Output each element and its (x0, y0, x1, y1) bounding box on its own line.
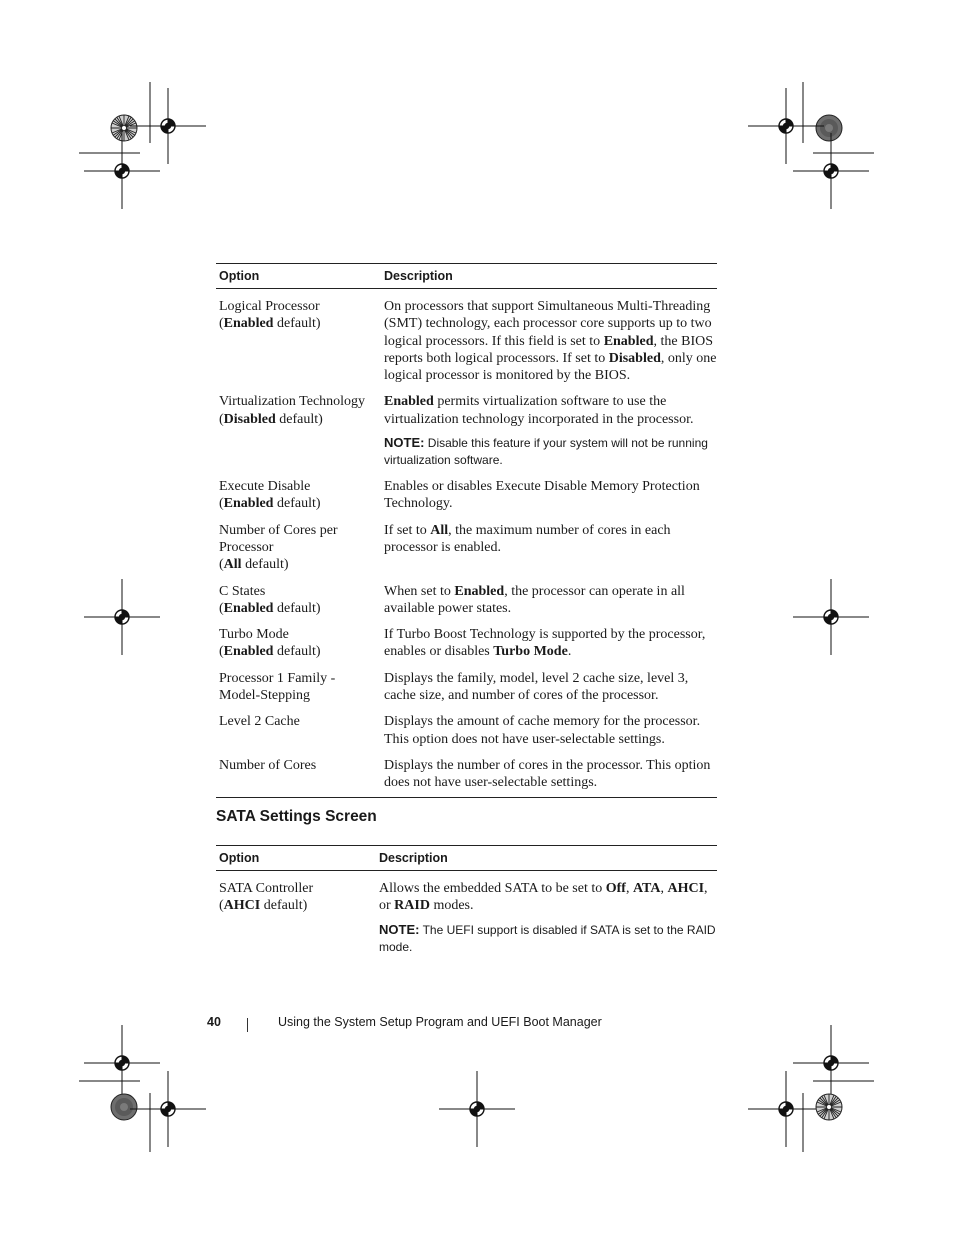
description-level2-cache: Displays the amount of cache memory for the processor. This option does not have user-selectable settings. (384, 714, 701, 747)
option-sata-controller: SATA Controller (AHCI default) (219, 881, 314, 914)
processor-settings-table (216, 263, 717, 798)
description-c-states: When set to Enabled, the processor can operate in all available power states. (384, 583, 685, 616)
table-row (216, 583, 717, 618)
note-sata: NOTE: The UEFI support is disabled if SATA is set to the RAID mode. (379, 921, 716, 954)
option-processor-family: Processor 1 Family - Model-Stepping (219, 670, 336, 704)
option-logical-processor: Logical Processor (Enabled default) (219, 299, 321, 332)
option-number-of-cores: Number of Cores (219, 757, 317, 773)
header-option: Option (219, 851, 260, 865)
sata-settings-table (216, 845, 717, 956)
note-virtualization: NOTE: Disable this feature if your system will not be running virtualization software. (384, 435, 708, 468)
table-row (216, 522, 717, 574)
description-logical-processor: On processors that support Simultaneous Multi-Threading (SMT) technology, each processor core supports up to two logical processors. If this field is set to Enabled, the BIOS reports both logical processors. If set to Disabled, only one logical processor is monitored by the BIOS. (384, 299, 717, 384)
table-bottom-rule (216, 797, 717, 798)
option-execute-disable: Execute Disable (Enabled default) (219, 479, 321, 512)
header-description: Description (384, 269, 453, 283)
description-sata-controller: Allows the embedded SATA to be set to Off, ATA, AHCI, or RAID modes. NOTE: The UEFI support is disabled if SATA is set to the RAID mode. (379, 881, 716, 954)
table-row (216, 298, 717, 384)
table-row (216, 478, 717, 513)
table-header (216, 845, 717, 871)
footer-separator (247, 1018, 248, 1032)
section-title-sata: SATA Settings Screen (216, 808, 377, 825)
page-number: 40 (207, 1015, 221, 1029)
table-row (216, 757, 717, 792)
option-cores-per-processor: Number of Cores per Processor (All default) (219, 522, 338, 573)
table-row (216, 393, 717, 469)
header-description: Description (379, 851, 448, 865)
option-c-states: C States (Enabled default) (219, 583, 321, 616)
footer-chapter-title: Using the System Setup Program and UEFI Boot Manager (278, 1015, 602, 1029)
option-turbo-mode: Turbo Mode (Enabled default) (219, 627, 321, 660)
description-processor-family: Displays the family, model, level 2 cache size, level 3, cache size, and number of cores of the processor. (384, 670, 689, 704)
table-row (216, 626, 717, 661)
description-execute-disable: Enables or disables Execute Disable Memory Protection Technology. (384, 479, 700, 512)
description-number-of-cores: Displays the number of cores in the processor. This option does not have user-selectable settings. (384, 757, 711, 791)
table-row (216, 670, 717, 705)
description-virtualization-technology: Enabled permits virtualization software to use the virtualization technology incorporated in the processor. NOTE: Disable this feature if your system will not be running virtualization software. (384, 393, 717, 469)
header-option: Option (219, 269, 260, 283)
option-virtualization-technology: Virtualization Technology (Disabled default) (219, 394, 366, 427)
table-row (216, 713, 717, 748)
description-turbo-mode: If Turbo Boost Technology is supported by the processor, enables or disables Turbo Mode. (384, 627, 706, 660)
description-cores-per-processor: If set to All, the maximum number of cores in each processor is enabled. (384, 522, 671, 555)
table-row (216, 880, 717, 956)
option-level2-cache: Level 2 Cache (219, 714, 300, 730)
table-header (216, 263, 717, 289)
